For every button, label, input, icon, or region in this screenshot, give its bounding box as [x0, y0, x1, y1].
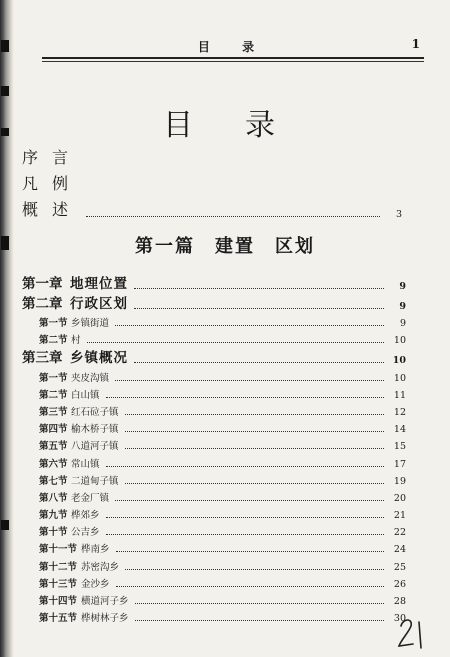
section-name: 桦郊乡 — [71, 510, 100, 522]
section-name: 横道河子乡 — [81, 596, 129, 607]
chapter-name: 乡镇概况 — [70, 350, 128, 367]
toc-label — [39, 507, 100, 521]
toc-section-row[interactable] — [22, 590, 406, 607]
section-name: 公吉乡 — [71, 527, 100, 539]
toc-chapter-row[interactable] — [22, 272, 406, 292]
chapter-name: 行政区划 — [70, 296, 128, 312]
section-number: 第十四节 — [39, 596, 78, 607]
leader-dots — [125, 568, 384, 570]
toc-page-number: 14 — [393, 424, 406, 436]
section-number: 第九节 — [39, 510, 68, 522]
toc-label — [39, 332, 81, 346]
header-rule — [42, 57, 424, 59]
leader-dots — [115, 499, 384, 501]
toc-section-row[interactable] — [22, 573, 406, 590]
section-number: 第十一节 — [39, 544, 78, 556]
toc-page-number: 15 — [393, 441, 406, 453]
prelim-item-conventions[interactable] — [22, 172, 402, 194]
toc-page-number: 30 — [393, 613, 406, 625]
section-name: 夹皮沟镇 — [71, 372, 110, 384]
section-name: 村 — [71, 335, 81, 347]
section-name: 常山镇 — [71, 458, 100, 470]
section-number: 第十二节 — [39, 561, 78, 573]
toc-label — [39, 593, 129, 607]
toc-page-number: 11 — [393, 389, 406, 401]
toc-section-row[interactable] — [22, 312, 406, 329]
leader-dots — [106, 465, 384, 467]
leader-dots — [116, 585, 384, 587]
toc-label — [39, 421, 119, 435]
toc-page-number: 26 — [393, 578, 406, 590]
toc-page-number: 19 — [393, 475, 406, 487]
prelim-label: 凡例 — [22, 174, 83, 193]
section-name: 八道河子镇 — [71, 441, 119, 453]
leader-dots — [125, 482, 384, 484]
toc-label — [39, 315, 109, 329]
toc-section-row[interactable] — [22, 487, 406, 504]
leader-dots — [125, 447, 384, 449]
toc-label — [39, 387, 100, 401]
leader-dots — [134, 307, 384, 309]
page-title: 目录 — [163, 108, 327, 143]
chapter-number: 第二章 — [22, 296, 63, 312]
toc-list — [22, 272, 406, 624]
toc-section-row[interactable] — [22, 384, 406, 401]
toc-section-row[interactable] — [22, 555, 406, 572]
toc-section-row[interactable] — [22, 366, 406, 383]
toc-section-row[interactable] — [22, 470, 406, 487]
toc-section-row[interactable] — [22, 607, 406, 624]
toc-label — [39, 524, 100, 538]
toc-section-row[interactable] — [22, 435, 406, 452]
prelim-item-preface[interactable] — [22, 146, 402, 168]
section-name: 榆木桥子镇 — [71, 424, 119, 436]
toc-section-row[interactable] — [22, 538, 406, 555]
toc-label — [39, 473, 119, 487]
toc-page-number: 10 — [392, 355, 406, 367]
toc-section-row[interactable] — [22, 401, 406, 418]
section-number: 第二节 — [39, 335, 68, 347]
toc-page-number: 17 — [393, 458, 406, 470]
toc-label — [39, 490, 109, 504]
toc-chapter-row[interactable] — [22, 346, 406, 366]
section-name: 白山镇 — [71, 389, 100, 401]
section-number: 第十节 — [39, 527, 68, 539]
toc-label — [39, 576, 110, 590]
section-number: 第一节 — [39, 318, 68, 330]
toc-section-row[interactable] — [22, 418, 406, 435]
chapter-number: 第一章 — [22, 276, 63, 292]
toc-page-number: 20 — [393, 492, 406, 504]
section-name: 苏密沟乡 — [81, 561, 120, 573]
section-number: 第十三节 — [39, 578, 78, 590]
toc-section-row[interactable] — [22, 452, 406, 469]
leader-dots — [135, 619, 384, 621]
leader-dots — [87, 341, 384, 343]
toc-label — [39, 438, 119, 452]
leader-dots — [106, 533, 384, 535]
section-number: 第一节 — [39, 372, 68, 384]
prelim-label: 概述 — [22, 200, 83, 219]
toc-label — [22, 346, 128, 366]
toc-section-row[interactable] — [22, 521, 406, 538]
section-number: 第十五节 — [39, 613, 78, 625]
running-title: 目 录 — [197, 40, 269, 54]
toc-page-number: 24 — [393, 544, 406, 556]
leader-dots — [134, 361, 384, 363]
toc-label — [22, 272, 128, 292]
toc-page-number: 12 — [393, 406, 406, 418]
header-rule-thin — [42, 61, 424, 62]
leader-dots — [115, 379, 384, 381]
scan-edge — [0, 0, 14, 657]
toc-label — [39, 370, 109, 384]
toc-page-number: 25 — [393, 561, 406, 573]
scan-mark — [1, 520, 9, 530]
prelim-item-overview[interactable] — [22, 198, 402, 220]
section-number: 第六节 — [39, 458, 68, 470]
chapter-number: 第三章 — [22, 350, 63, 367]
toc-page-number: 9 — [399, 318, 406, 330]
section-name: 桦树林子乡 — [81, 613, 129, 625]
prelim-page: 3 — [395, 209, 402, 220]
toc-page-number: 21 — [393, 510, 406, 522]
chapter-name: 地理位置 — [70, 276, 128, 292]
toc-label — [39, 541, 110, 555]
section-name: 二道甸子镇 — [71, 475, 119, 487]
toc-chapter-row[interactable] — [22, 292, 406, 312]
toc-section-row[interactable] — [22, 329, 406, 346]
section-number: 第七节 — [39, 475, 68, 487]
toc-page-number: 22 — [393, 527, 406, 539]
section-name: 金沙乡 — [81, 578, 110, 590]
scan-mark — [1, 40, 9, 52]
leader-dots — [106, 396, 384, 398]
scan-mark — [1, 86, 9, 96]
prelim-label: 序言 — [22, 148, 83, 167]
toc-page-number: 9 — [399, 281, 406, 292]
toc-page-number: 10 — [393, 372, 406, 384]
leader-dots — [86, 215, 380, 217]
toc-label — [39, 456, 100, 470]
section-name: 老金厂镇 — [71, 492, 110, 504]
section-number: 第四节 — [39, 424, 68, 436]
section-name: 乡镇街道 — [71, 318, 110, 330]
section-number: 第三节 — [39, 406, 68, 418]
toc-page-number: 9 — [399, 301, 406, 312]
toc-page-number: 10 — [393, 335, 406, 347]
section-number: 第八节 — [39, 492, 68, 504]
toc-label — [39, 610, 129, 624]
section-number: 第五节 — [39, 441, 68, 453]
leader-dots — [135, 602, 384, 604]
toc-section-row[interactable] — [22, 504, 406, 521]
leader-dots — [106, 516, 384, 518]
toc-label — [22, 292, 128, 312]
leader-dots — [115, 324, 384, 326]
section-number: 第二节 — [39, 389, 68, 401]
toc-label — [39, 404, 119, 418]
toc-page-number: 28 — [393, 596, 406, 607]
toc-label — [39, 559, 119, 573]
page-number: 1 — [411, 37, 420, 51]
leader-dots — [125, 413, 384, 415]
leader-dots — [125, 430, 384, 432]
running-header — [42, 36, 424, 54]
leader-dots — [116, 550, 384, 552]
section-name: 红石砬子镇 — [71, 406, 119, 418]
section-name: 桦南乡 — [81, 544, 110, 556]
handwritten-page-mark — [395, 612, 435, 652]
part-title: 第一篇 建置 区划 — [135, 236, 315, 257]
leader-dots — [134, 287, 384, 289]
